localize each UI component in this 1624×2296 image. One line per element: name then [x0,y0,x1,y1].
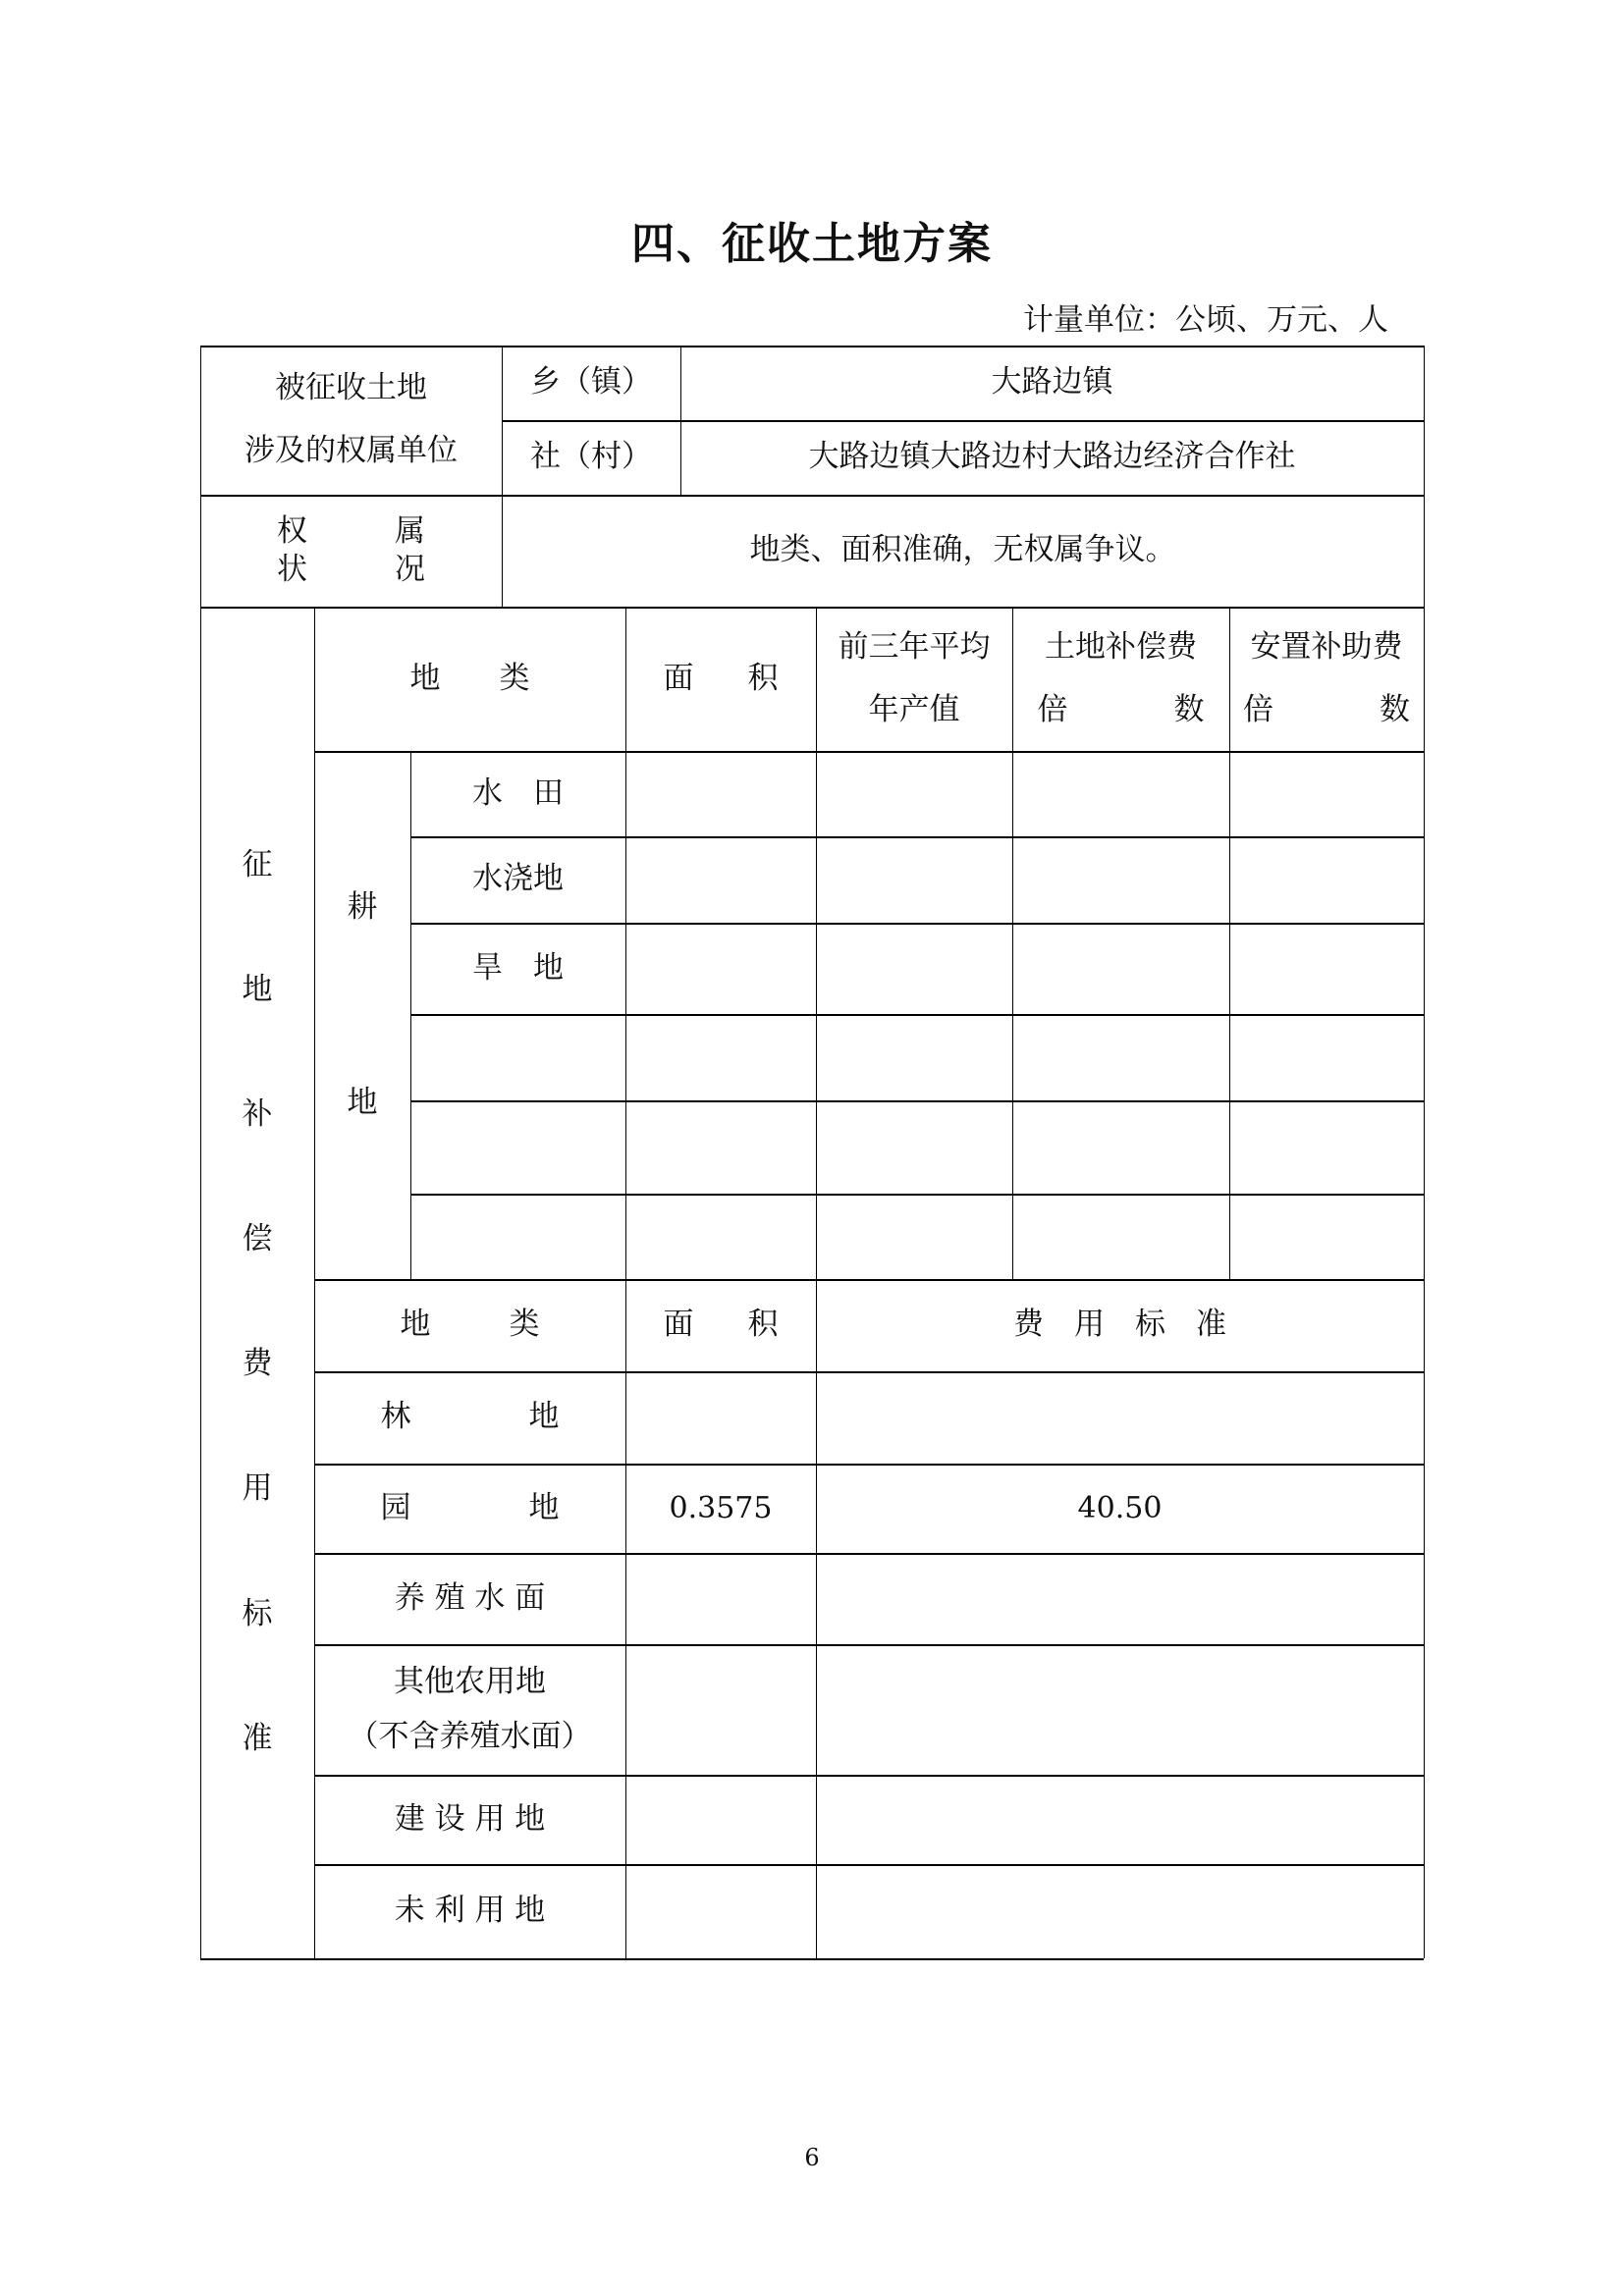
page-number: 6 [804,2144,820,2171]
cultivated-row-type: 水 田 [472,774,564,811]
row-area-forest [625,1371,816,1464]
header2-standard: 费 用 标 准 [1013,1307,1226,1343]
row-type-unused: 未 利 用 地 [394,1893,546,1929]
cultivated-row-avg-output [816,836,1012,923]
header-char: 类 [509,1307,540,1343]
cultivated-row-land-multiple [1012,923,1229,1014]
row-area-garden: 0.3575 [669,1490,773,1525]
ownership-label-line1: 被征收土地 [275,370,427,406]
type-line: 其他农用地 [394,1663,546,1699]
township-label: 乡（镇） [530,364,652,400]
row-standard-other-agri [816,1644,1424,1775]
status-label-char: 况 [395,552,425,587]
header-land-comp-multiple [1012,607,1229,751]
header-area [625,607,816,751]
cultivated-row-avg-output [816,1194,1012,1279]
type-char: 园 [380,1489,411,1525]
cultivated-row-land-multiple [1012,836,1229,923]
header-char: 数 [1173,691,1205,727]
ownership-label-line2: 涉及的权属单位 [244,433,458,469]
cultivated-label-char: 地 [347,1084,378,1120]
side-label-char: 偿 [242,1221,273,1257]
row-area-unused [625,1864,816,1958]
header-line: 土地补偿费 [1045,629,1197,666]
header-char: 面 [663,660,694,696]
cultivated-row-area [625,1194,816,1279]
status-label [200,495,502,607]
unit-label: 计量单位：公顷、万元、人 [1023,302,1388,338]
side-label-char: 准 [242,1720,273,1756]
village-label: 社（村） [530,439,652,475]
compensation-side-label [200,607,314,1958]
row-type-garden [314,1464,625,1553]
type-char: 地 [528,1399,560,1435]
header-char: 数 [1380,691,1410,727]
table-border-bottom [200,1958,1424,1960]
cultivated-row-land-multiple [1012,1100,1229,1194]
cultivated-row-resettle-multiple [1229,1194,1424,1279]
row-standard-aquaculture [816,1553,1424,1644]
cultivated-row-resettle-multiple [1229,751,1424,836]
row-area-construction [625,1775,816,1864]
side-label-char: 用 [242,1470,273,1507]
row-type-construction: 建 设 用 地 [394,1800,546,1837]
cultivated-row-area [625,1100,816,1194]
type-char: 林 [380,1399,411,1435]
township-value: 大路边镇 [991,364,1113,400]
header-avg-output [816,607,1012,751]
row-area-other-agri [625,1644,816,1775]
header-char: 地 [409,660,441,696]
cultivated-label [314,751,410,1279]
side-label-char: 地 [242,971,273,1007]
header-char: 面 [663,1307,694,1343]
row-standard-forest [816,1371,1424,1464]
type-char: 地 [528,1489,560,1525]
cultivated-row-area [625,1014,816,1100]
header-land-type [314,607,625,751]
cultivated-row-avg-output [816,1100,1012,1194]
row-area-aquaculture [625,1553,816,1644]
status-label-char: 属 [395,513,425,550]
side-label-char: 补 [242,1096,273,1133]
cultivated-row-area [625,836,816,923]
row-standard-construction [816,1775,1424,1864]
cultivated-row-resettle-multiple [1229,923,1424,1014]
cultivated-row-area [625,923,816,1014]
row-type-other-agri [314,1644,625,1775]
status-label-char: 权 [277,513,307,550]
cultivated-row-resettle-multiple [1229,836,1424,923]
village-value: 大路边镇大路边村大路边经济合作社 [808,439,1296,475]
cultivated-row-land-multiple [1012,1014,1229,1100]
cultivated-row-type [410,1194,625,1279]
table-border-right [1424,346,1425,1958]
header-char: 积 [747,660,779,696]
cultivated-label-char: 耕 [347,888,378,925]
side-label-char: 征 [242,846,273,882]
cultivated-row-type [410,1100,625,1194]
status-label-char: 状 [277,552,307,587]
ownership-label [200,346,502,495]
header2-area [625,1279,816,1371]
header-char: 积 [747,1307,779,1343]
cultivated-row-land-multiple [1012,751,1229,836]
header-resettle-multiple [1229,607,1424,751]
page-title: 四、征收土地方案 [631,219,993,269]
cultivated-row-type [410,1014,625,1100]
row-type-aquaculture: 养 殖 水 面 [394,1579,546,1616]
cultivated-row-area [625,751,816,836]
header-line: 安置补助费 [1250,629,1403,666]
status-value: 地类、面积准确，无权属争议。 [749,532,1176,568]
cultivated-row-type: 旱 地 [472,949,564,986]
cultivated-row-resettle-multiple [1229,1014,1424,1100]
cultivated-row-avg-output [816,751,1012,836]
side-label-char: 标 [242,1595,273,1631]
row-type-forest [314,1371,625,1464]
row-standard-unused [816,1864,1424,1958]
cultivated-row-avg-output [816,923,1012,1014]
header-line: 前三年平均 [838,629,991,666]
cultivated-row-type: 水浇地 [472,861,564,897]
header-char: 倍 [1243,691,1273,727]
header-char: 地 [400,1307,431,1343]
side-label-char: 费 [242,1346,273,1382]
header-line: 年产值 [868,691,960,727]
cultivated-row-land-multiple [1012,1194,1229,1279]
header-char: 类 [499,660,530,696]
type-line: （不含养殖水面） [348,1719,592,1755]
cultivated-row-avg-output [816,1014,1012,1100]
row-standard-garden: 40.50 [1077,1490,1163,1525]
cultivated-row-resettle-multiple [1229,1100,1424,1194]
header-char: 倍 [1037,691,1068,727]
header2-land-type [314,1279,625,1371]
